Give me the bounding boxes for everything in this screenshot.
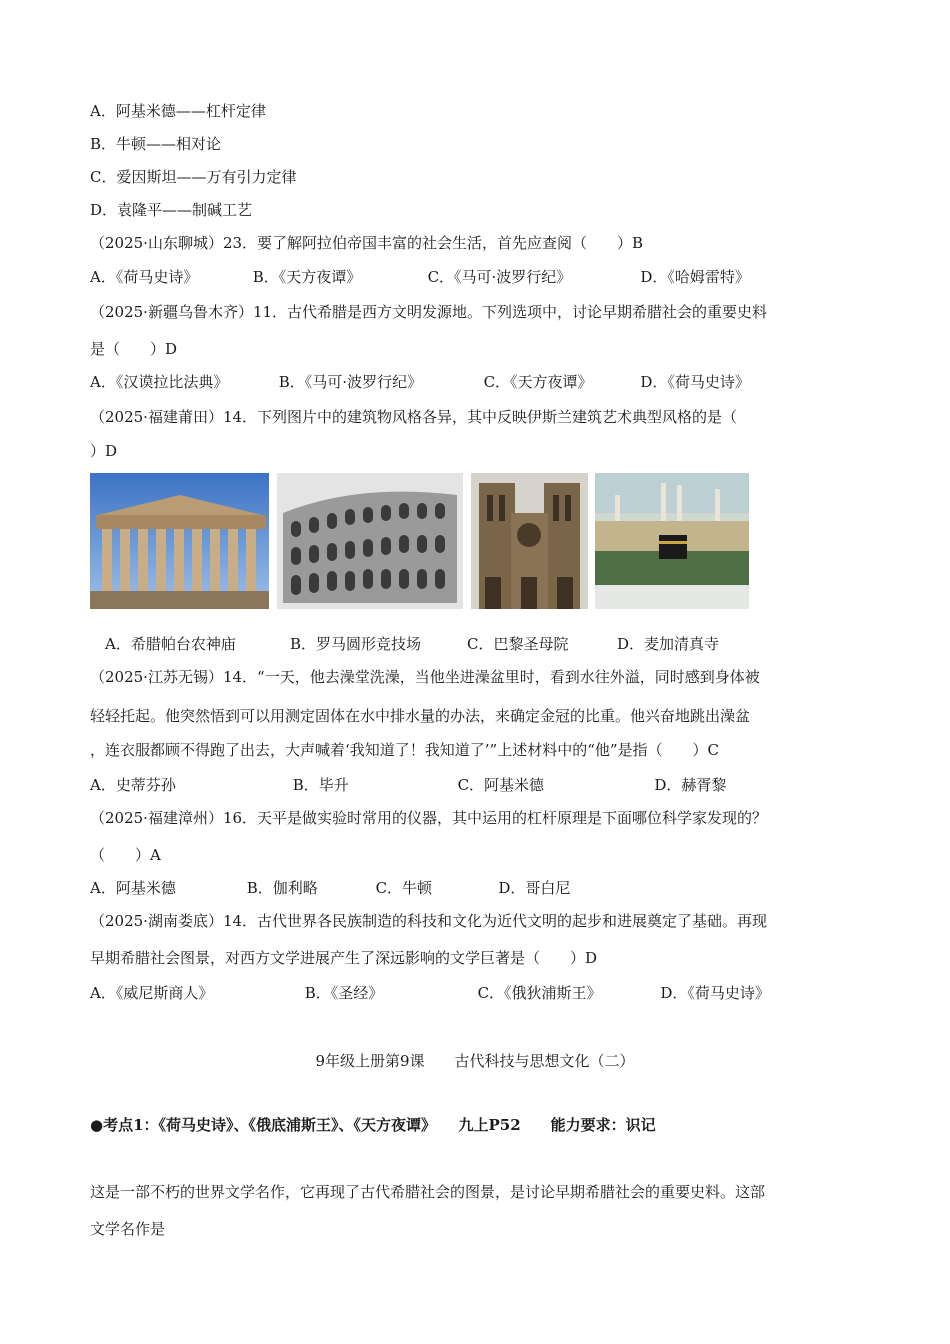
option-b: B．《天方夜谭》: [252, 268, 362, 286]
option-d: D．哥白尼: [498, 879, 571, 897]
option-b: B．伽利略: [246, 879, 318, 897]
question-16-options: [90, 878, 570, 898]
option-line: C．爱因斯坦——万有引力定律: [90, 168, 297, 186]
option-a: A．史蒂芬孙: [90, 776, 176, 794]
question-14-putian-cont: ）D: [90, 442, 118, 460]
option-d: D．《哈姆雷特》: [640, 268, 750, 286]
question-14-putian: （2025·福建莆田）14．下列图片中的建筑物风格各异，其中反映伊斯兰建筑艺术典型风格的是（: [90, 408, 738, 426]
question-11: （2025·新疆乌鲁木齐）11．古代希腊是西方文明发源地。下列选项中，讨论早期希腊社会的重要史料: [90, 303, 768, 321]
option-c: C．《俄狄浦斯王》: [477, 984, 602, 1002]
question-16-cont: （ ）A: [90, 846, 161, 864]
option-a: A．《威尼斯商人》: [90, 984, 214, 1002]
parthenon-photo: [90, 473, 269, 609]
question-14-loudi: （2025·湖南娄底）14．古代世界各民族制造的科技和文化为近代文明的起步和进展奠定了基础。再现: [90, 912, 768, 930]
option-c: C．《天方夜谭》: [483, 373, 593, 391]
option-d: D．《荷马史诗》: [640, 373, 750, 391]
question-14-wuxi-cont2: ，连衣服都顾不得跑了出去，大声喊着‘我知道了！我知道了’”上述材料中的“他”是指（ ）C: [90, 741, 720, 759]
section-title: 9年级上册第9课 古代科技与思想文化（二）: [315, 1052, 635, 1070]
mecca-mosque-photo: [595, 473, 749, 609]
question-23-options: [90, 267, 750, 287]
colosseum-photo: [277, 473, 463, 609]
option-a: A．阿基米德: [90, 879, 176, 897]
option-c: C．牛顿: [375, 879, 433, 897]
option-c: C．《马可·波罗行纪》: [427, 268, 572, 286]
question-23: （2025·山东聊城）23．要了解阿拉伯帝国丰富的社会生活，首先应查阅（ ）B: [90, 234, 644, 252]
option-d: D．《荷马史诗》: [660, 984, 770, 1002]
question-14-wuxi: （2025·江苏无锡）14．“一天，他去澡堂洗澡，当他坐进澡盆里时，看到水往外溢，同时感到身体被: [90, 668, 760, 686]
option-line: D．袁隆平——制碱工艺: [90, 201, 253, 219]
option-b: B．毕升: [292, 776, 349, 794]
question-11-options: [90, 372, 750, 392]
notre-dame-photo: [471, 473, 588, 609]
option-b: B．《马可·波罗行纪》: [278, 373, 423, 391]
paragraph-line: 这是一部不朽的世界文学名作，它再现了古代希腊社会的图景，是讨论早期希腊社会的重要史料。这部: [90, 1183, 766, 1201]
option-b: B．《圣经》: [304, 984, 384, 1002]
option-line: A．阿基米德——杠杆定律: [90, 102, 266, 120]
option-a: A．《荷马史诗》: [90, 268, 199, 286]
caption-d: D．麦加清真寺: [617, 635, 720, 653]
option-c: C．阿基米德: [457, 776, 545, 794]
question-14-loudi-cont: 早期希腊社会图景，对西方文学进展产生了深远影响的文学巨著是（ ）D: [90, 949, 598, 967]
paragraph-line: 文学名作是: [90, 1220, 166, 1238]
caption-b: B．罗马圆形竞技场: [290, 635, 422, 653]
question-11-cont: 是（ ）D: [90, 340, 178, 358]
caption-c: C．巴黎圣母院: [467, 635, 569, 653]
caption-a: A．希腊帕台农神庙: [105, 635, 236, 653]
option-d: D．赫胥黎: [654, 776, 727, 794]
question-14-wuxi-options: [90, 775, 726, 795]
kaodian-heading: ●考点1：《荷马史诗》、《俄底浦斯王》、《天方夜谭》 九上P52 能力要求：识记: [90, 1116, 656, 1134]
option-line: B．牛顿——相对论: [90, 135, 222, 153]
question-16: （2025·福建漳州）16．天平是做实验时常用的仪器，其中运用的杠杆原理是下面哪位科学家发现的？: [90, 809, 768, 827]
option-a: A．《汉谟拉比法典》: [90, 373, 229, 391]
question-14-wuxi-cont: 轻轻托起。他突然悟到可以用测定固体在水中排水量的办法，来确定金冠的比重。他兴奋地跳出澡盆: [90, 707, 751, 725]
question-14-loudi-options: [90, 983, 770, 1003]
